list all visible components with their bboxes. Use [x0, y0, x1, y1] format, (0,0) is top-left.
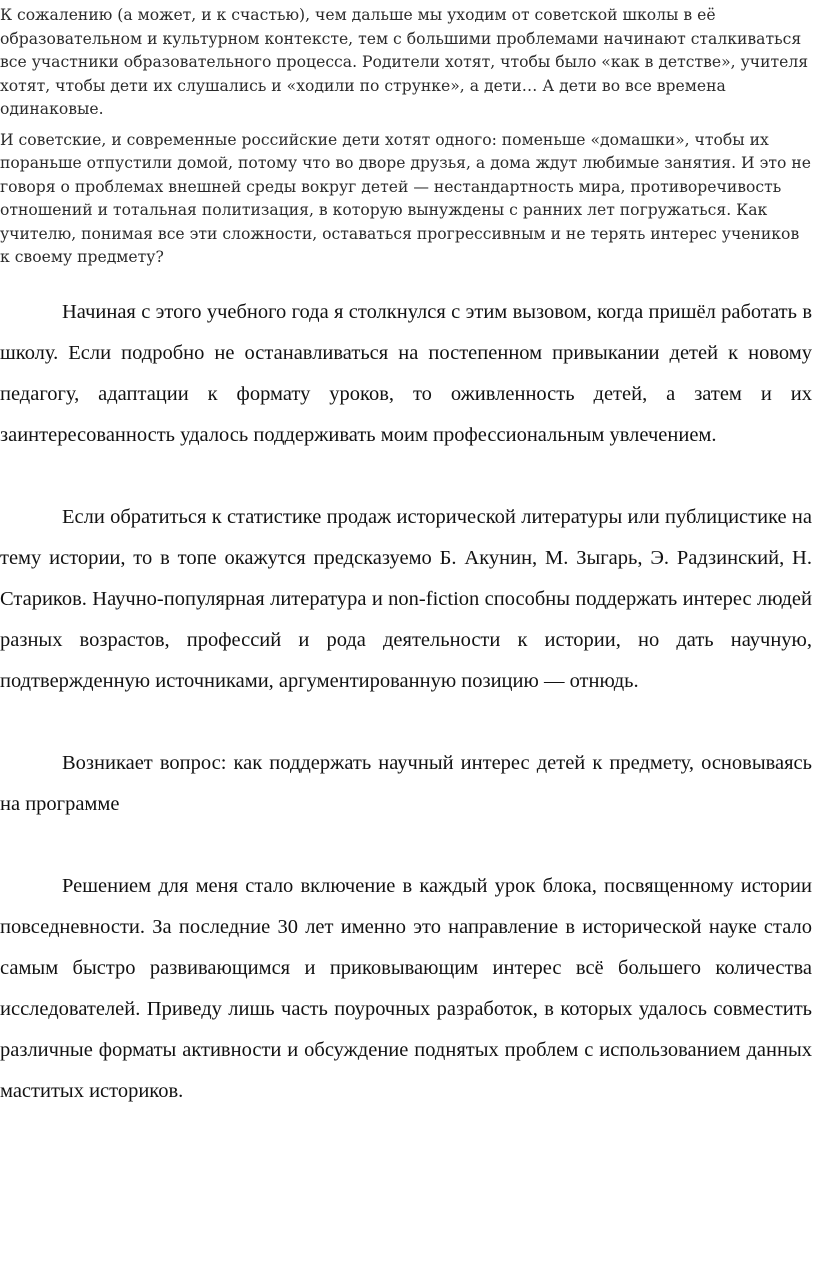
body-paragraph: Начиная с этого учебного года я столкнулся с этим вызовом, когда пришёл работать в школу. Если подробно не останавливаться на постепенном привыкании детей к новому педагогу, адаптации к формату уроков, то оживленность детей, а затем и их заинтересованность удалось поддерживать моим профессиональным увлечением. [0, 301, 812, 446]
body-paragraph: Решением для меня стало включение в каждый урок блока, посвященному истории повседневности. За последние 30 лет именно это направление в исторической науке стало самым быстро развивающимся и приковывающим интерес всё большего количества исследователей. Приведу лишь часть поурочных разработок, в которых удалось совместить различные форматы активности и обсуждение поднятых проблем с использованием данных маститых историков. [0, 875, 812, 1102]
intro-paragraph: К сожалению (а может, и к счастью), чем дальше мы уходим от советской школы в её образовательном и культурном контексте, тем с большими проблемами начинают сталкиваться все участники образовательного процесса. Родители хотят, чтобы было «как в детстве», учителя хотят, чтобы дети их слушались и «ходили по струнке», а дети… А дети во все времена одинаковые. [0, 6, 809, 118]
intro-paragraph: И советские, и современные российские дети хотят одного: поменьше «домашки», чтобы их пораньше отпустили домой, потому что во дворе друзья, а дома ждут любимые занятия. И это не говоря о проблемах внешней среды вокруг детей — нестандартность мира, противоречивость отношений и тотальная политизация, в которую вынуждены с ранних лет погружаться. Как учителю, понимая все эти сложности, оставаться прогрессивным и не терять интерес учеников к своему предмету? [0, 130, 811, 266]
intro-section [0, 4, 812, 277]
body-paragraph: Возникает вопрос: как поддержать научный интерес детей к предмету, основываясь на программе [0, 752, 812, 815]
main-text [0, 292, 812, 1153]
body-paragraph: Если обратиться к статистике продаж исторической литературы или публицистике на тему истории, то в топе окажутся предсказуемо Б. Акунин, М. Зыгарь, Э. Радзинский, Н. Стариков. Научно-популярная литература и non-fiction способны поддержать интерес людей разных возрастов, профессий и рода деятельности к истории, но дать научную, подтвержденную источниками, аргументированную позицию — отнюдь. [0, 506, 812, 692]
